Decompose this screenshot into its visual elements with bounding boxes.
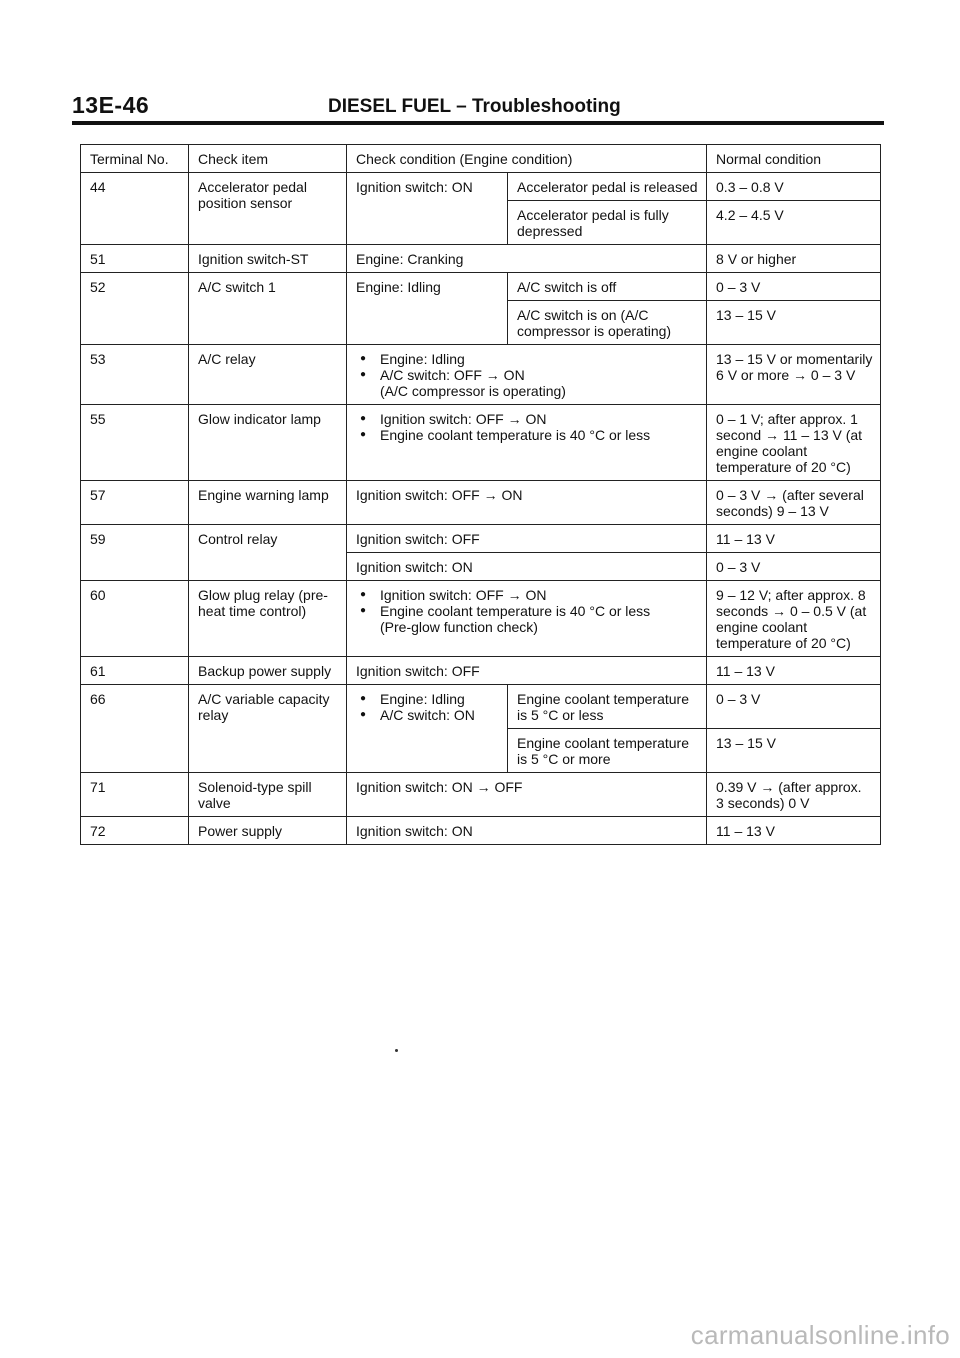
sub-condition-cell: Accelerator pedal is fully depressed	[508, 201, 707, 245]
watermark: carmanualsonline.info	[690, 1320, 950, 1350]
condition-bullet: ● Ignition switch: OFF → ON	[354, 411, 699, 427]
table-row	[81, 817, 881, 845]
condition-cell: Ignition switch: OFF	[347, 525, 707, 553]
condition-bullet: ● A/C switch: OFF → ON	[354, 367, 699, 383]
normal-condition-cell: 13 – 15 V	[707, 729, 881, 773]
check-item-cell: Engine warning lamp	[189, 481, 347, 525]
condition-cell	[347, 405, 707, 481]
terminal-cell: 66	[81, 685, 189, 773]
normal-condition-cell: 0 – 3 V	[707, 685, 881, 729]
terminal-cell: 55	[81, 405, 189, 481]
normal-condition-cell: 0.39 V → (after approx. 3 seconds) 0 V	[707, 773, 881, 817]
condition-cell: Ignition switch: OFF	[347, 657, 707, 685]
troubleshooting-table	[80, 144, 881, 845]
table-row	[81, 657, 881, 685]
check-item-cell: A/C relay	[189, 345, 347, 405]
sub-condition-cell: Accelerator pedal is released	[508, 173, 707, 201]
table-row	[81, 773, 881, 817]
table-header-row	[81, 145, 881, 173]
sub-condition-cell: A/C switch is off	[508, 273, 707, 301]
terminal-cell: 60	[81, 581, 189, 657]
terminal-cell: 71	[81, 773, 189, 817]
check-item-cell: Glow plug relay (pre-heat time control)	[189, 581, 347, 657]
table-row	[81, 245, 881, 273]
header-check-item: Check item	[189, 145, 347, 173]
terminal-cell: 52	[81, 273, 189, 345]
check-item-cell: A/C variable capacity relay	[189, 685, 347, 773]
table-row	[81, 273, 881, 301]
table-row	[81, 173, 881, 201]
condition-cell: Ignition switch: ON	[347, 173, 508, 245]
table-row	[81, 405, 881, 481]
normal-condition-cell: 9 – 12 V; after approx. 8 seconds → 0 – 0.5 V (at engine coolant temperature of 20 °C)	[707, 581, 881, 657]
normal-condition-cell: 4.2 – 4.5 V	[707, 201, 881, 245]
condition-cell: Ignition switch: OFF → ON	[347, 481, 707, 525]
normal-condition-cell: 0 – 3 V	[707, 553, 881, 581]
sub-condition-cell: Engine coolant temperature is 5 °C or more	[508, 729, 707, 773]
page-number: 13E-46	[72, 92, 150, 118]
header-rule	[72, 121, 884, 125]
table-row	[81, 481, 881, 525]
normal-condition-cell: 8 V or higher	[707, 245, 881, 273]
header-normal-condition: Normal condition	[707, 145, 881, 173]
terminal-cell: 61	[81, 657, 189, 685]
condition-note: (A/C compressor is operating)	[380, 383, 566, 399]
check-item-cell: A/C switch 1	[189, 273, 347, 345]
normal-condition-cell: 11 – 13 V	[707, 817, 881, 845]
condition-bullet: ● Ignition switch: OFF → ON	[354, 587, 699, 603]
terminal-cell: 53	[81, 345, 189, 405]
condition-bullet: ● Engine: Idling	[354, 351, 699, 367]
condition-note: (Pre-glow function check)	[380, 619, 538, 635]
page-title: DIESEL FUEL – Troubleshooting	[328, 96, 621, 117]
terminal-cell: 72	[81, 817, 189, 845]
normal-condition-cell: 13 – 15 V or momentarily 6 V or more → 0 – 3 V	[707, 345, 881, 405]
terminal-cell: 59	[81, 525, 189, 581]
header-check-condition: Check condition (Engine condition)	[347, 145, 707, 173]
condition-bullet: ● A/C switch: ON	[354, 707, 500, 723]
condition-bullet: ● Engine coolant temperature is 40 °C or less	[354, 427, 699, 443]
condition-bullet: ● Engine coolant temperature is 40 °C or less	[354, 603, 699, 619]
normal-condition-cell: 13 – 15 V	[707, 301, 881, 345]
terminal-cell: 57	[81, 481, 189, 525]
normal-condition-cell: 0 – 1 V; after approx. 1 second → 11 – 13 V (at engine coolant temperature of 20 °C)	[707, 405, 881, 481]
condition-cell: Ignition switch: ON	[347, 553, 707, 581]
table-row	[81, 525, 881, 553]
condition-cell: Engine: Idling	[347, 273, 508, 345]
stray-dot	[395, 1049, 398, 1052]
check-item-cell: Control relay	[189, 525, 347, 581]
condition-bullet: ● Engine: Idling	[354, 691, 500, 707]
normal-condition-cell: 0.3 – 0.8 V	[707, 173, 881, 201]
check-item-cell: Ignition switch-ST	[189, 245, 347, 273]
condition-cell	[347, 345, 707, 405]
condition-cell: Engine: Cranking	[347, 245, 707, 273]
normal-condition-cell: 0 – 3 V → (after several seconds) 9 – 13 V	[707, 481, 881, 525]
normal-condition-cell: 11 – 13 V	[707, 525, 881, 553]
check-item-cell: Solenoid-type spill valve	[189, 773, 347, 817]
condition-cell: Ignition switch: ON → OFF	[347, 773, 707, 817]
condition-cell: Ignition switch: ON	[347, 817, 707, 845]
condition-cell	[347, 685, 508, 773]
table-row	[81, 581, 881, 657]
normal-condition-cell: 11 – 13 V	[707, 657, 881, 685]
condition-cell	[347, 581, 707, 657]
check-item-cell: Backup power supply	[189, 657, 347, 685]
check-item-cell: Power supply	[189, 817, 347, 845]
normal-condition-cell: 0 – 3 V	[707, 273, 881, 301]
terminal-cell: 44	[81, 173, 189, 245]
sub-condition-cell: A/C switch is on (A/C compressor is operating)	[508, 301, 707, 345]
header-terminal: Terminal No.	[81, 145, 189, 173]
table-row	[81, 345, 881, 405]
table-row	[81, 685, 881, 729]
sub-condition-cell: Engine coolant temperature is 5 °C or less	[508, 685, 707, 729]
check-item-cell: Accelerator pedal position sensor	[189, 173, 347, 245]
terminal-cell: 51	[81, 245, 189, 273]
check-item-cell: Glow indicator lamp	[189, 405, 347, 481]
